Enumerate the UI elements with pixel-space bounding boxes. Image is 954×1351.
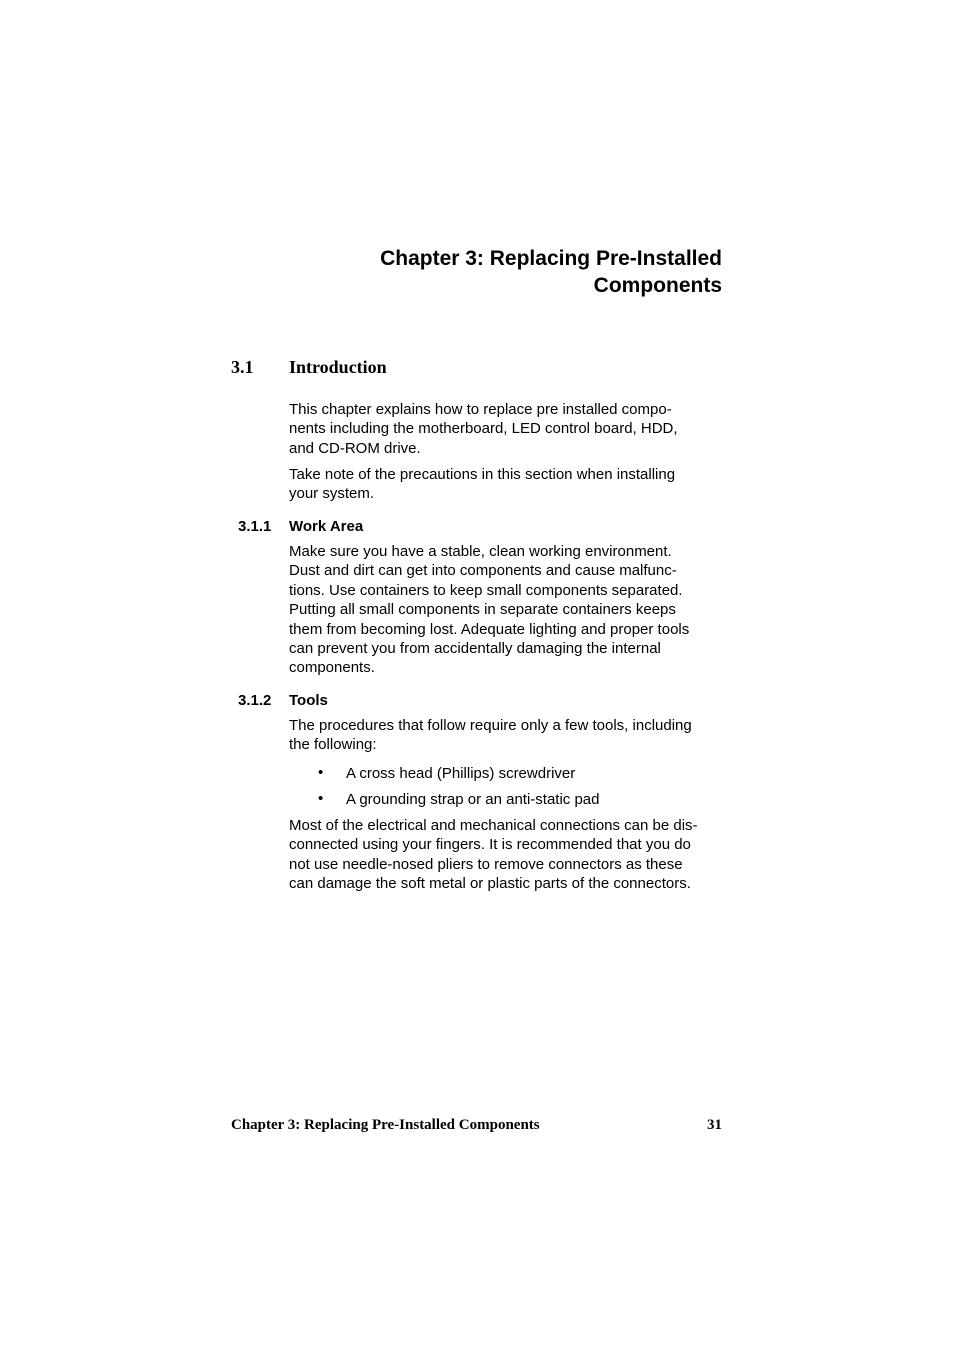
tools-intro-paragraph — [289, 716, 729, 755]
tools-closing-line: Most of the electrical and mechanical connections can be dis- — [289, 817, 698, 834]
tools-closing-line: not use needle-nosed pliers to remove connectors as these — [289, 855, 683, 873]
work-area-line: can prevent you from accidentally damaging the internal — [289, 640, 661, 658]
chapter-title-line-1: Chapter 3: Replacing Pre-Installed — [380, 247, 722, 270]
tools-closing-line: connected using your fingers. It is recommended that you do — [289, 836, 691, 854]
work-area-title: Work Area — [289, 518, 364, 535]
tools-title: Tools — [289, 692, 328, 709]
precautions-paragraph — [289, 465, 729, 504]
bullet-icon: • — [318, 790, 324, 807]
page-number: 31 — [707, 1117, 722, 1133]
work-area-number: 3.1.1 — [238, 518, 272, 535]
intro-line: nents including the motherboard, LED control board, HDD, — [289, 420, 678, 438]
tools-intro-line: the following: — [289, 736, 377, 754]
bullet-item-grounding-strap: A grounding strap or an anti-static pad — [346, 791, 600, 808]
tools-number: 3.1.2 — [238, 692, 272, 709]
work-area-line: tions. Use containers to keep small components separated. — [289, 581, 683, 599]
footer-title: Chapter 3: Replacing Pre-Installed Components — [231, 1117, 540, 1133]
tools-intro-line: The procedures that follow require only a few tools, including — [289, 717, 692, 734]
work-area-paragraph — [289, 542, 729, 678]
work-area-line: Putting all small components in separate containers keeps — [289, 601, 676, 619]
work-area-line: Dust and dirt can get into components and cause malfunc- — [289, 562, 677, 580]
work-area-line: components. — [289, 659, 375, 677]
section-number: 3.1 — [231, 357, 254, 377]
intro-line: and CD-ROM drive. — [289, 439, 421, 457]
section-title: Introduction — [289, 357, 387, 377]
precautions-line: your system. — [289, 485, 375, 503]
work-area-line: them from becoming lost. Adequate lighting and proper tools — [289, 620, 690, 638]
chapter-title — [300, 245, 722, 299]
tools-closing-line: can damage the soft metal or plastic parts of the connectors. — [289, 875, 691, 893]
intro-paragraph — [289, 400, 729, 458]
tools-closing-paragraph — [289, 816, 729, 894]
chapter-title-line-2: Components — [593, 274, 722, 297]
precautions-line: Take note of the precautions in this section when installing — [289, 466, 676, 483]
bullet-icon: • — [318, 764, 324, 781]
intro-line: This chapter explains how to replace pre installed compo- — [289, 401, 672, 418]
work-area-line: Make sure you have a stable, clean working environment. — [289, 543, 672, 560]
bullet-item-screwdriver: A cross head (Phillips) screwdriver — [346, 765, 576, 782]
